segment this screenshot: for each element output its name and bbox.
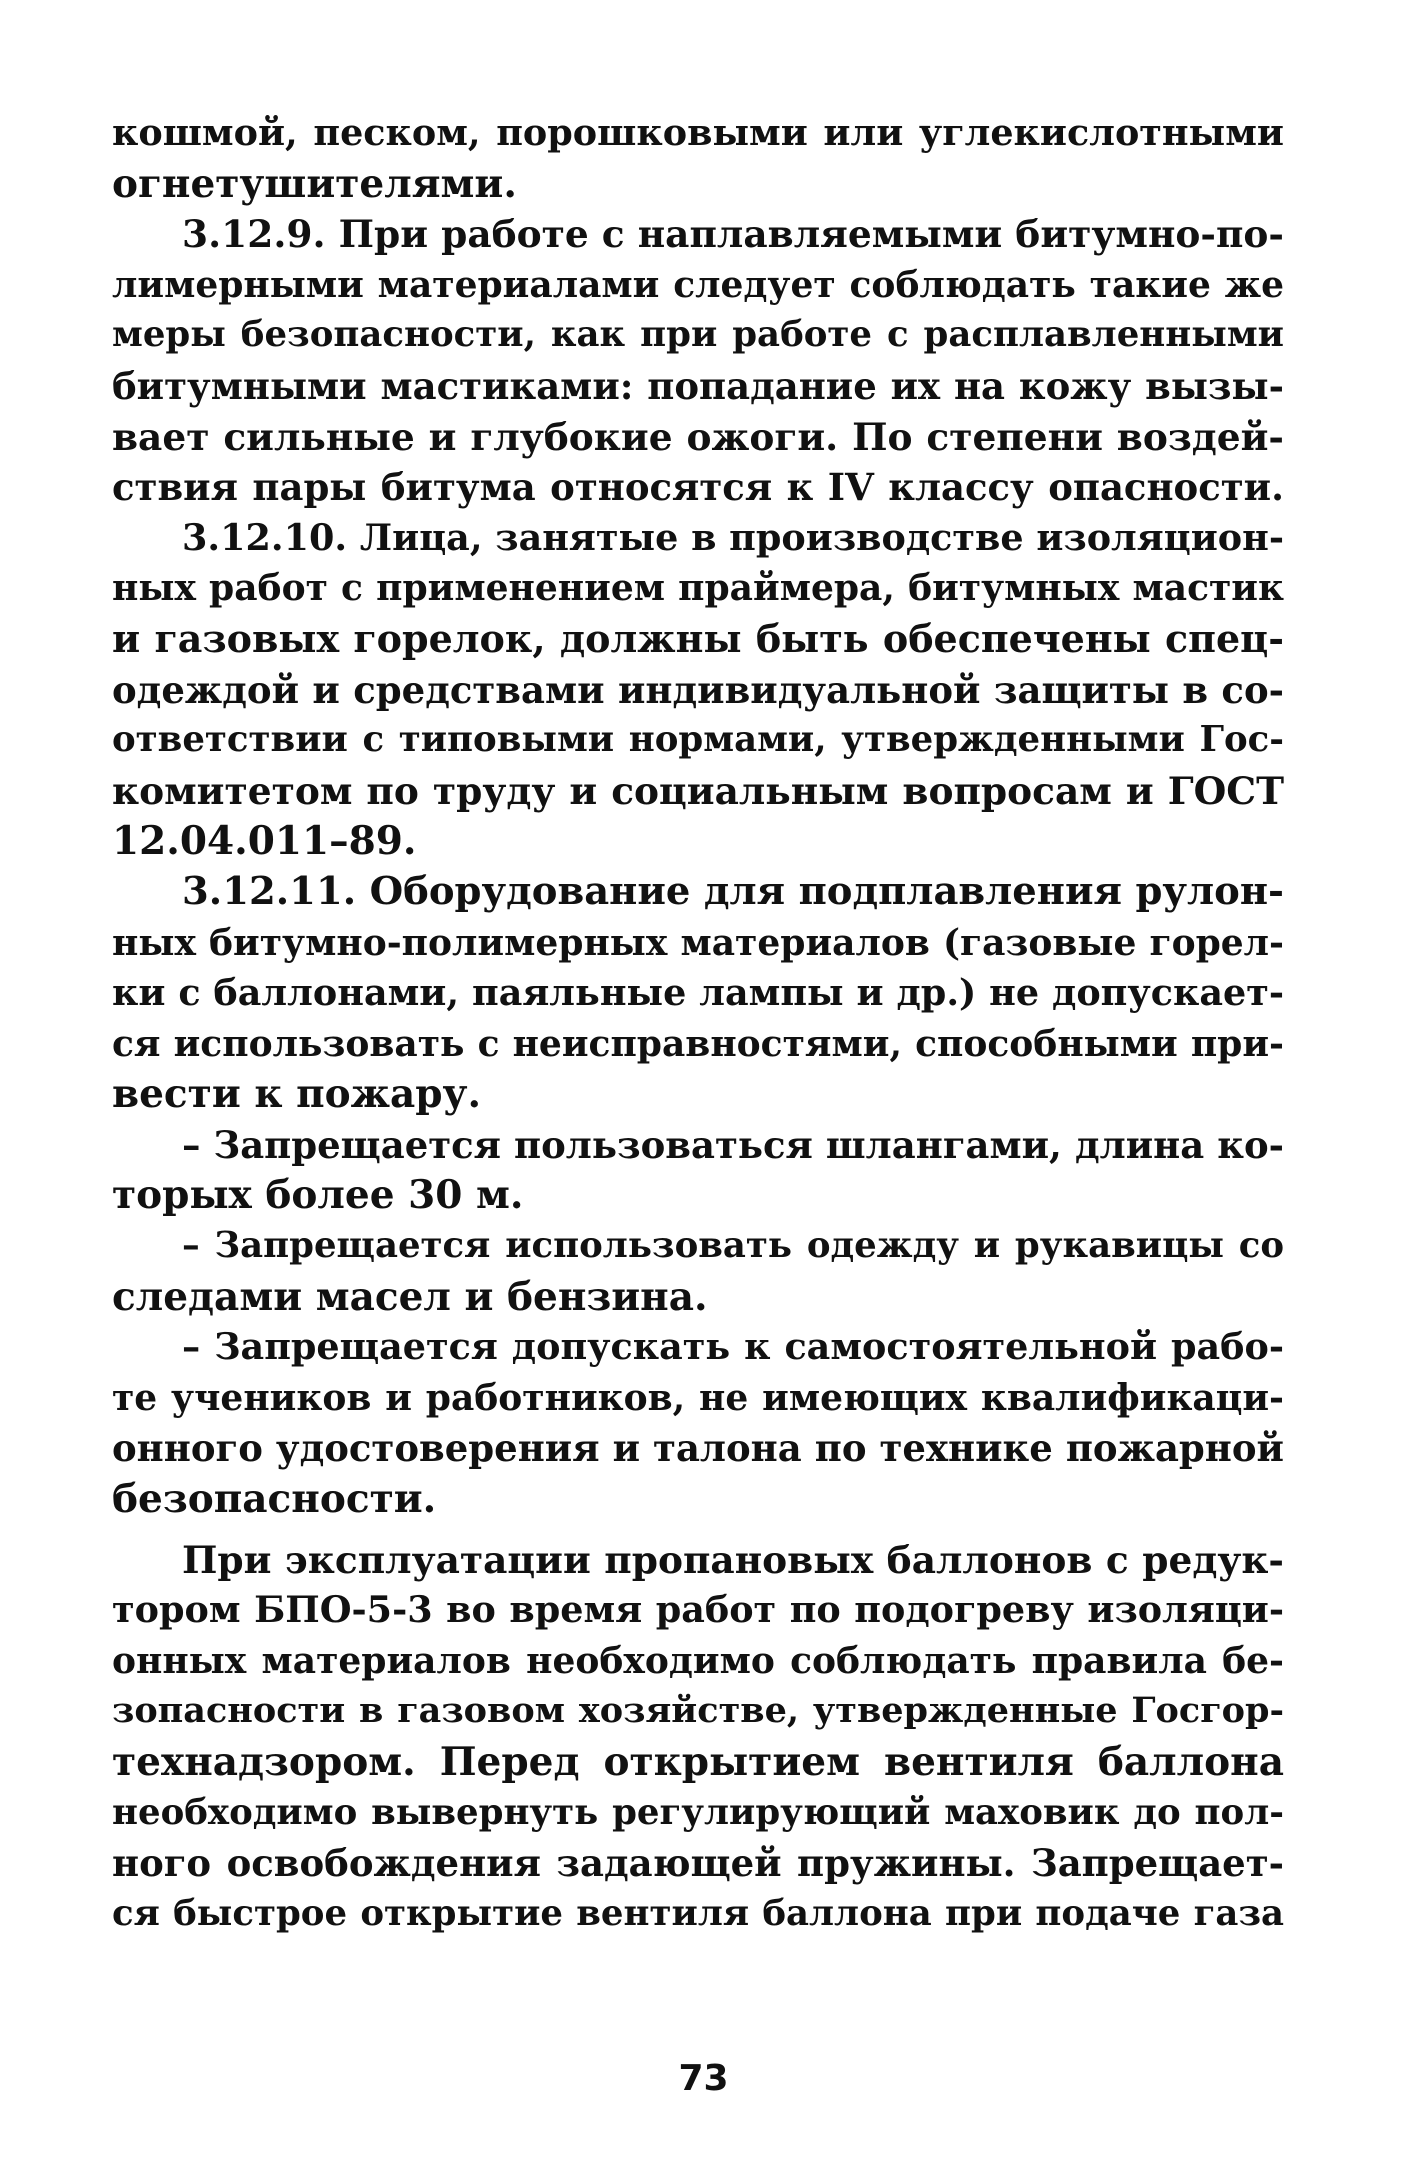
list-item-start: – Запрещается пользоваться шлангами, длина ко- (182, 1122, 1284, 1167)
text-line: вести к пожару. (112, 1071, 482, 1118)
text-line: ся использовать с неисправностями, способными при- (112, 1022, 1284, 1065)
text-line: меры безопасности, как при работе с расплавленными (112, 314, 1284, 356)
text-line: следами масел и бензина. (112, 1273, 708, 1320)
text-line: ного освобождения задающей пружины. Запрещает- (112, 1841, 1284, 1886)
text-line: технадзором. Перед открытием вентиля баллона (112, 1739, 1284, 1785)
text-line: вает сильные и глубокие ожоги. По степени воздей- (112, 414, 1284, 459)
text-line: ся быстрое открытие вентиля баллона при подаче газа (112, 1892, 1284, 1934)
text-line: одеждой и средствами индивидуальной защиты в со- (112, 667, 1284, 712)
paragraph-start-3-12-9: 3.12.9. При работе с наплавляемыми битумно-по- (182, 212, 1284, 257)
text-line: онных материалов необходимо соблюдать правила бе- (112, 1639, 1284, 1682)
body-text (112, 108, 1284, 1939)
text-line: онного удостоверения и талона по технике пожарной (112, 1426, 1284, 1471)
text-line: кошмой, песком, порошковыми или углекислотными (112, 111, 1284, 154)
list-item-start: – Запрещается использовать одежду и рукавицы со (182, 1225, 1284, 1267)
text-line: битумными мастиками: попадание их на кожу вызы- (112, 363, 1284, 408)
text-line: торых более 30 м. (112, 1172, 524, 1219)
text-line: ных работ с применением праймера, битумных мастик (112, 567, 1284, 610)
text-line: ных битумно-полимерных материалов (газовые горел- (112, 921, 1284, 964)
text-line: те учеников и работников, не имеющих квалификаци- (112, 1376, 1284, 1419)
text-line: ствия пары битума относятся к IV классу опасности. (112, 465, 1284, 510)
text-line: ответствии с типовыми нормами, утвержденными Гос- (112, 719, 1284, 761)
paragraph-start-3-12-11: 3.12.11. Оборудование для подплавления рулон- (182, 868, 1284, 914)
text-line: тором БПО-5-3 во время работ по подогреву изоляци- (112, 1588, 1284, 1632)
text-line: зопасности в газовом хозяйстве, утвержденные Госгор- (112, 1690, 1284, 1732)
text-line: ки с баллонами, паяльные лампы и др.) не допускает- (112, 971, 1284, 1015)
text-line: 12.04.011–89. (112, 818, 417, 865)
paragraph-start-3-12-10: 3.12.10. Лица, занятые в производстве изоляцион- (182, 515, 1284, 559)
text-line: лимерными материалами следует соблюдать такие же (112, 263, 1284, 306)
paragraph-start-propane: При эксплуатации пропановых баллонов с редук- (182, 1537, 1284, 1582)
text-line: необходимо вывернуть регулирующий маховик до пол- (112, 1791, 1284, 1833)
text-line: комитетом по труду и социальным вопросам и ГОСТ (112, 768, 1284, 813)
text-line: огнетушителями. (112, 160, 517, 207)
page-number: 73 (678, 2058, 729, 2099)
text-line: безопасности. (112, 1476, 437, 1523)
text-line: и газовых горелок, должны быть обеспечены спец- (112, 615, 1284, 661)
list-item-start: – Запрещается допускать к самостоятельной рабо- (182, 1325, 1284, 1369)
